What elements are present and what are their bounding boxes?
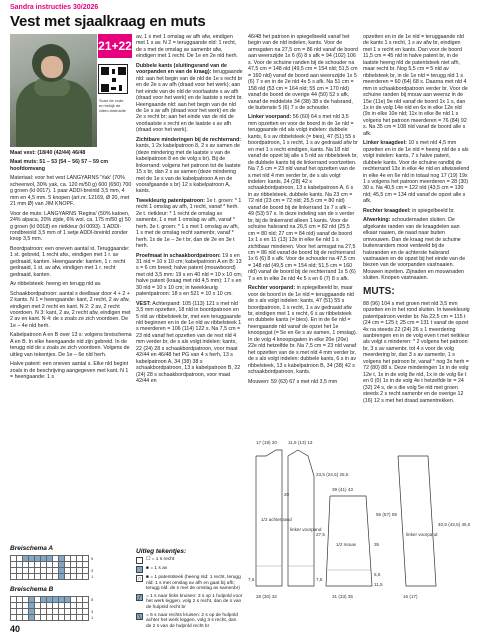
finishing-text: schoudernaden sluiten. De afgekante randen van de kraagdelen aan elkaar naaien, de naad naar buiten omvouwen. Dan de kraag met de schuine buitenrandem mooi verdeeld bij de halsranden en de achterste halsrand vastnaaien en de opzet bij het einde van de biezen van de voorpanden vastnaaien. Mouwen inzetten. Zijnaden en mouwnaden sluiten. Knopen vastnaaien.: [363, 217, 466, 282]
cable-text: Kabelpatroon A en B over 13 s: volgens breischema A en B. In elke heengaande nld zijn gebreid. In de terugg nld de s zoals ze zich voordoen. Volgens de uitleg van tekentjes. De 1e – 6e nld herh.: [10, 332, 132, 358]
checkerboard-text: Schaakbordpatroon: aantal s deelbaar door 4 + 2 + 2 kants. N 1 = heengaande: kant, 2 recht, 2 av afw, eindigen met 2 recht en kant. N 2: 2 av, 2 recht voordoen. N 3: kant, 2 av, 2 recht afw, eindigen met 2 av en kant. N 4: de s zoals ze zich voordoen. De 1e – 4e nld herh.: [10, 290, 131, 329]
materials-text: Materiaal: voor het vest LANGYARNS 'Yak' (70% scheerwol, 30% yak, ca. 120 m/50 g) 600 (650) 700 g groen (kl 0017). 1 paar ADDI-breinld 3,5 mm, 4 mm en 4,5 mm. 5 knopen (art.nr. 12169, Ø 20, met 21 mm Ø) van JIM KNOPF.: [10, 175, 132, 208]
dim-label: 55 (57) 59: [376, 512, 397, 517]
schematic-svg: [248, 436, 470, 626]
purl-symbol-icon: [136, 566, 143, 573]
knit-symbol-icon: [136, 557, 143, 564]
sleeve-label: 1/2 mouw: [336, 542, 356, 547]
back-label: 1/2 achterpand: [261, 517, 292, 522]
collar-outline: [398, 456, 436, 586]
dim-label: 7,5: [248, 577, 255, 582]
dim-label: 16 (17): [403, 594, 418, 599]
back-text: Achterpand: 105 (113) 121 s met nld 3,5 mm opzetten, 18 nld in boordpatroon en 5 nld av ribbelsteek br, met een teruggaande nld beginnen en in de 1e nld av ribbelsteek 1 s meerderen = 106 (114) 122 s. Na 7,5 cm = 23 nld vanaf het opzetten van de rest nld 4 mm verder br, de s als volgt indelen: kants, 22 (24) 28 s schaakbordpatroon, voor maat 42/44 en 46/48 het PG van 4 s herh, 13 s kabelpatroon A, 34 (38) 38 s schaakbordpatroon, 13 s kabelpatroon B, 22 (24) 28 s schaakbordpatroon, voor maat 42/44 en: [136, 300, 242, 385]
dim-label: 20: [284, 492, 290, 497]
dim-label: 11,5: [374, 582, 383, 587]
magazine-series: Sandra instructies 30/2026: [10, 4, 99, 11]
right-collar-heading: Rechter kraagdeel:: [363, 207, 411, 214]
hat-heading: MUTS:: [363, 285, 395, 297]
gauge-text: 19 s en 31 nld = 10 x 10 cm; kabelpatroon A en B: 13 s = 6 cm breed; halve patent (mouwboord) met nld 3,5 mm: 19 s en 40 nld = 10 x 10 cm; halve patent (kraag met nld 4,5 mm): 17 s en 30 nld = 10 x 10 cm; in tweekleurig patentpatroon: 18 s en 521 = 10 x 10 cm.: [136, 252, 243, 298]
schematic-diagram: [248, 436, 470, 626]
sleeve-outline: [326, 496, 372, 586]
dim-label: 28 (30) 32: [256, 594, 277, 599]
back-cont-text: 46/48 het patroon in spiegelbeeld vanaf het begin van de nld indelen, kants. Voor de armsgaten na 27,5 cm = 86 nld vanaf de boord aan weerszijde 1x 6 (6) 8 s afk = 94 (102) 106 s. Voor de schuine randen bij de schouder na 47,5 cm = 148 nld (49,5 cm = 154 nld; 51,5 cm = 160 nld) vanaf de boord aan weerszijde 1x 5 (6) 7 s en in de 2e nld 4x 5 s afk. Na 51 cm = 158 nld (53 cm = 164 nld; 55 cm = 170 nld) vanaf de boord de overige 44 (50) 52 s afk, vanaf de middelste 34 (38) 38 s de halsrand, de buitenste 5 (6) 7 s de schouder.: [248, 34, 358, 111]
front-label: linker voorpand: [290, 527, 322, 532]
dim-label: 5,5: [374, 572, 381, 577]
column-2: [136, 34, 243, 540]
left-front-heading: Linker voorpand:: [248, 114, 292, 121]
finishing-heading: Afwerking:: [363, 217, 391, 224]
legend-item: ☐ = 1 s recht: [136, 557, 243, 564]
double-edge-text: teruggaande nld: aan het begin van de nld de 1e s recht br en de 2e s av afh (draad voor het werk); aan het einde van de nld de voorlaatste s av afh (draad voor het werk) en de laatste s recht br. Heengaande nld: aan het begin van de nld de 1e s av afh (draad voor het werk) en de 2e s recht br; aan het einde van de nld de voorlaatste s recht en de laatste s av afh (draad voor het werk).: [136, 69, 243, 134]
scheme-b-title: Breischema B: [10, 586, 54, 593]
dim-label: 31 (33) 35: [332, 594, 353, 599]
patent-symbol-icon: ∩: [137, 576, 142, 582]
row-number: 1: [91, 614, 94, 620]
right-front-heading: Rechter voorpand:: [248, 285, 296, 292]
qr-caption: Scan de code en bekijk de video-instructie: [99, 98, 126, 113]
legend-item: ╲ = 5 s naar rechts kruisen: 2 s op de hulpnld achter het werk leggen, volg 3 s recht, dan de 2 s van de hulpnld recht br: [137, 612, 238, 629]
rib-pattern-text: Boordpatroon: een oneven aantal st. Teruggaande: 1 st. gebreid, 1 recht afw., eindigen met 1 r. av gedraaid, kanten. Heengaande: kanten, 1 r. recht gedraaid, 1 st. av afw, eindigen met 1 r. recht gedraaid, kanten.: [10, 245, 130, 278]
decrease-text: kants, 1 2x kabelpatroon 8, 2 s av samen de (deze mindering met de laatste s van de kabelpatroon 8 en de volg s br). Bij de linkerrand: volgens het patroon tot de laatste 15 s br, dan 2 s av samen (deze mindering met de 1e s van de kabelpatroon A en de voorafgaande s br) 12 s kabelpatroon A, kants.: [136, 143, 241, 195]
dim-label: 40,5 (43,5) 45,5: [438, 522, 470, 527]
dim-label: 23,5 (24,5) 25,5: [316, 472, 349, 477]
vest-heading: VEST:: [136, 300, 152, 307]
two-color-heading: Tweekleurig patentpatroon:: [136, 197, 206, 204]
decrease-heading: Zichtbare minderingen bij de rechterrand:: [136, 136, 242, 143]
row-number: 5: [91, 555, 94, 561]
row-number: 3: [91, 567, 94, 573]
hat-text: 88 (96) 104 s met groen met nld 3,5 mm opzetten en in het rond sluiten. In tweekleurig patentpatroon verder br. Na 22,5 cm = 115 t (24 cm = 125 t; 25 cm = 131 t vanaf de opzet 4x na steeds 22 (24) 26 s 1 meerdering aanbrengen en in de volg even t met rietkleur als volgt s minderen: * 2 volgens het patroon br, 3 s av samenbr, tot 4 s voor de volg meerdering br, dan 3 s av samenbr, 1 s volgens het patroon br, vanaf * nog 3x herh = 72 (80) 88 s. Deze minderingen 1x in de volg 12e t, 1x in de volg 8e nld, 1x in de volg 6e t en 0 (0) 1x in de volg 4e t hetzelfde br = 24 (32) 24 s, de s die volg 5e nld met groen steeds 2 s recht samenbr en de overige 12 (16) 12 s met het draad samentrekken.: [363, 300, 470, 404]
collar-label: linker voorpand: [406, 532, 438, 537]
front-outline: [288, 450, 314, 586]
dim-label: 35: [374, 542, 380, 547]
legend-title: Uitleg tekentjes:: [136, 548, 187, 555]
scheme-b-grid: [10, 596, 95, 621]
half-fisherman-text: Halve patent: een oneven aantal s. Elke nld begint zoals in de beschrijving aangegeven met kant. N 1 = heengaande: 1 s: [10, 361, 129, 381]
right-collar-text: in spiegelbeeld br.: [412, 207, 455, 214]
left-front-text: 56 (60) 64 s met nld 3,5 mm opzetten en voor de boord in de 1e nld = teruggaande nld als volgt indelen: dubbele kants, 6 s av ribbelsteek (= bies), 47 (51) 55 s boordpatroon, 1 s recht, 1 s av gedraaid afw br en met 1 s recht eindigen, kants. Na 18 nld vanaf de opzet bij alle s 5 nld av ribbelsteek br, de dubbele kants bij de linkerrand voortzetten. Na 7,5 cm = 23 nld vanaf het opzetten van de s met nld 4 mm verder br, de s als volgt indelen: kants, 24 (28) 42 s schaakbordpatroon, 13 s kabelpatroon A, 6 s in av ribbelsteek, dubbele kants. Na 23 cm = 72 nld (23 cm = 72 nld; 25,5 cm = 80 nld) vanaf de boord bij de linkerrand 1x 7 s afk – 49 (53) 57 s. In deze indeling van de s verder br, bij de linkerrand alleen 1 kants. Voor de schuine halsrand na 26,5 cm = 82 nld (25,5 cm = 80 nld; 27 cm = 84 nld) vanaf de boord 1x 1 s en 11 (13) 13x in elke 6e nld 1 s zichtbaar minderen. Voor het armsgat na 27,5 cm = 86 nld vanaf de boord bij de rechterrand 1x 6 (6) 8 s afk. Voor de schouder na 47,5 cm = 148 nld (49,5 cm = 154 nld; 51,5 cm = 160 nld) vanaf de boord bij de rechterrand 1x 5 (6) 7 s en in elke 2e nld 4x 5 s en 6 (7) 8 s afk.: [248, 114, 358, 282]
size-vest: Maat vest: (18/40 (42/44) 46/48: [10, 150, 86, 156]
model-photo: [10, 34, 97, 147]
dim-label: 39 (41) 43: [332, 487, 353, 492]
column-1: [10, 150, 132, 540]
symbol-legend: [136, 548, 243, 632]
sleeves-cont-text: opzetten en in de 1e nld = teruggaande nld de kants 1 s recht, 1 s av afw br, eindigen met 1 s recht en kants. Dan voor de boord 11,5 cm = 45 nld in halve patent br, in de laatste heeng nld de patentsteek niet afh, maar recht br. Nog 5,5 cm = 5 nld av ribbelsteek br, in de 1e nld = terugg nld 1 s meerderen = 60 (64) 68 s. Daarna met nld 4 mm in schaakbordpatroon verder br. Voor de schuine randen bij mouw aan weersz in de 15e (11e) 9e nld vanaf de boord 1x 1 s, dan 1x in de volg 14e nld en 6x in elke 12e nld (9x in elke 10e nld; 11x in elke 8e nld 1 s volgens het patroon meerderen = 76 (84) 92 s. Na 35 cm = 108 nld vanaf de boord alle s afk.: [363, 34, 468, 137]
garter-text: Av ribbelsteek: heeng en terugg nld av.: [10, 281, 102, 288]
dim-label: 11,5 (13) 13: [288, 440, 313, 445]
double-edge-heading: Dubbele kants (sluitingsrand van de voorpanden en van de kraag):: [136, 62, 227, 76]
dim-label: 17 (19) 20: [256, 440, 277, 445]
cross-left-icon: ╱: [137, 594, 141, 601]
pattern-number-badge: 21+22: [98, 34, 132, 58]
row-number: 5: [91, 596, 94, 602]
sleeves-text: Mouwen: 59 (63) 67 s met nld 3,5 mm: [248, 378, 338, 385]
qr-code-icon[interactable]: [98, 64, 128, 94]
left-collar-text: 10 s met nld 4,5 mm opzetten en in de 1e nld = heeng nld de s als volgt indelen: kants, 7 s halve patent, dubbele kants. Voor de schuine randbij de rechterrand 13x in elke 4e nld en afwisselend in elke 4e en 6e nld in totaal nog 17 (19) 19x 1 s volgens het patroon meerderen = 28 (30) 30 s. Na 40,5 cm = 122 nld (43,5 cm = 130 nld; 45,5 cm = 134 nld vanaf de opzet alle s afk.: [363, 140, 470, 205]
scheme-a-grid: [10, 555, 95, 580]
gauge-heading: Proefmaat in schaakbordpatroon:: [136, 252, 221, 259]
dim-label: 27,5: [316, 532, 325, 537]
cross-right-icon: ╲: [137, 613, 141, 620]
scheme-a-title: Breischema A: [10, 545, 54, 552]
left-collar-heading: Linker kraagdeel:: [363, 140, 407, 147]
half-fisherman-cont: av, 1 s met 1 omslag av afh afw, eindigen met 1 s av. N 2 = teruggaande nld: 1 recht, de s met de omslag av samenbr afw, eindigen met 1 recht. De 1e en 2e nld herh.: [136, 34, 238, 60]
qr-block: [98, 64, 128, 144]
two-color-text: 1e t. groen: * 1 recht 1 omslag av afh, 1 recht, vanaf * herh. 2e t. rietkleur: * 1 recht de omslag av samenbr, 1 s met 1 omslag av afh, vanaf * herh. 3e t. groen: * 1 s met 1 omslag av afh, 1 s met de omslag recht samenbr, vanaf * herh. 1x de 1e – 3e t br, dan de 2e en 3e t herh.: [136, 197, 242, 250]
right-front-text: in spiegelbeeld br, maar voor de boord in de 1e nld = teruggaande nld de s als volgt indelen: kants, 47 (51) 55 s boordpatroon, 1 s recht, 1 s av gedraaid afw br, eindigen met 1 s recht, 6 s av ribbelsteek en dubbele kants (= bies). En in de 6e nld = heengaande nld vanaf de opzet het 1e knoopsgat (= 5e en 6e s av samen, 1 omslag). In de volg 4 knoopsgaten in elke 20e (20e) 22e nld hetzelfde br. Na 7,5 cm = 23 nld vanaf het opzetten van de s met nld 4 mm verder br, de s als volgt indelen: dubbele kants, 6 s in av ribbelsteek, 13 s kabelpatroon B, 34 (38) 42 s schaakbordpatroon, kants.: [248, 285, 358, 376]
row-number: 1: [91, 573, 94, 579]
legend-item: ╱ = 1 s naar links kruisen: 3 s op 1 hulpnld voor het werk leggen, volg 2 s recht, dan de s van de hulpnld recht br: [137, 593, 243, 610]
column-3: [248, 34, 358, 432]
legend-item: ■ = 1 s av: [136, 566, 243, 573]
legend-item: ∩ ■ = 1 patentsteek (heeng nld: 1 recht, terugg nld: 1 s met omslag av afh en gaat bij afh; terugg nld: de s met de omslag av samenbr): [137, 575, 241, 592]
size-hat: Maat muts: 51 – 53 (54 – 56) 57 – 59 cm hoofdomvang: [10, 159, 109, 172]
row-number: 3: [91, 608, 94, 614]
page-number: 40: [10, 624, 21, 634]
dim-label: 7,5: [316, 577, 323, 582]
hat-materials-text: Voor de muts: LANGYARNS 'Regina' (50% katoen, 24% alpaca, 20% zijde, 6% wol, ca. 175 m/50 g) 50 g groen (kl 0018) en rietkleur (kl 0093). 1 ADDI-rondbreinld 3,5 mm of 1 setje ADDI-breinld zonder knop 3,5 mm.: [10, 210, 131, 243]
page-title: Vest met sjaalkraag en muts: [10, 13, 206, 30]
